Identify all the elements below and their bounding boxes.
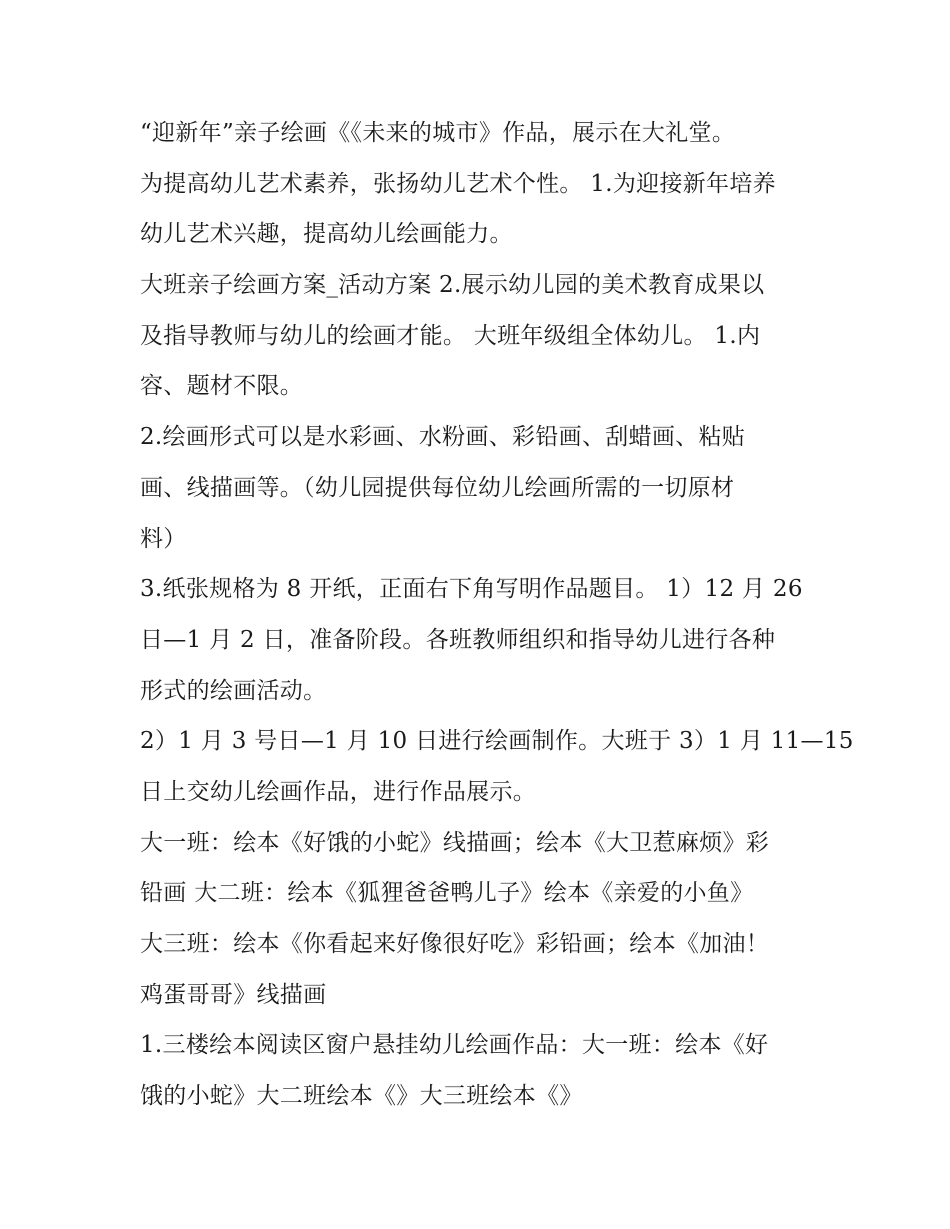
- text-line: 画、线描画等。（幼儿园提供每位幼儿绘画所需的一切原材: [140, 474, 735, 501]
- text-line: 容、题材不限。: [140, 373, 304, 400]
- text-line: 日—1 月 2 日，准备阶段。各班教师组织和指导幼儿进行各种: [140, 626, 776, 653]
- text-line: 及指导教师与幼儿的绘画才能。 大班年级组全体幼儿。 1.内: [140, 322, 761, 349]
- text-line: 料）: [140, 525, 187, 552]
- text-line: 3.纸张规格为 8 开纸，正面右下角写明作品题目。 1）12 月 26: [140, 576, 803, 603]
- document-body: [140, 108, 854, 1122]
- text-line: 大班亲子绘画方案_活动方案 2.展示幼儿园的美术教育成果以: [140, 272, 765, 299]
- text-line: 2.绘画形式可以是水彩画、水粉画、彩铅画、刮蜡画、粘贴: [140, 424, 746, 451]
- text-line: 铅画 大二班：绘本《狐狸爸爸鸭儿子》绘本《亲爱的小鱼》: [140, 880, 754, 907]
- text-line: 幼儿艺术兴趣，提高幼儿绘画能力。: [140, 221, 513, 248]
- text-line: 形式的绘画活动。: [140, 677, 327, 704]
- text-line: 2）1 月 3 号日—1 月 10 日进行绘画制作。大班于 3）1 月 11—15: [140, 728, 854, 755]
- text-line: 饿的小蛇》大二班绘本《》大三班绘本《》: [140, 1083, 583, 1110]
- text-line: “迎新年”亲子绘画《《未来的城市》作品，展示在大礼堂。: [140, 120, 736, 146]
- text-line: 1.三楼绘本阅读区窗户悬挂幼儿绘画作品：大一班：绘本《好: [140, 1032, 769, 1059]
- text-line: 日上交幼儿绘画作品，进行作品展示。: [140, 778, 537, 805]
- text-line: 鸡蛋哥哥》线描画: [140, 981, 327, 1008]
- text-line: 为提高幼儿艺术素养，张扬幼儿艺术个性。 1.为迎接新年培养: [140, 170, 776, 197]
- text-line: 大一班：绘本《好饿的小蛇》线描画；绘本《大卫惹麻烦》彩: [140, 829, 770, 856]
- text-line: 大三班：绘本《你看起来好像很好吃》彩铅画；绘本《加油！: [140, 931, 770, 957]
